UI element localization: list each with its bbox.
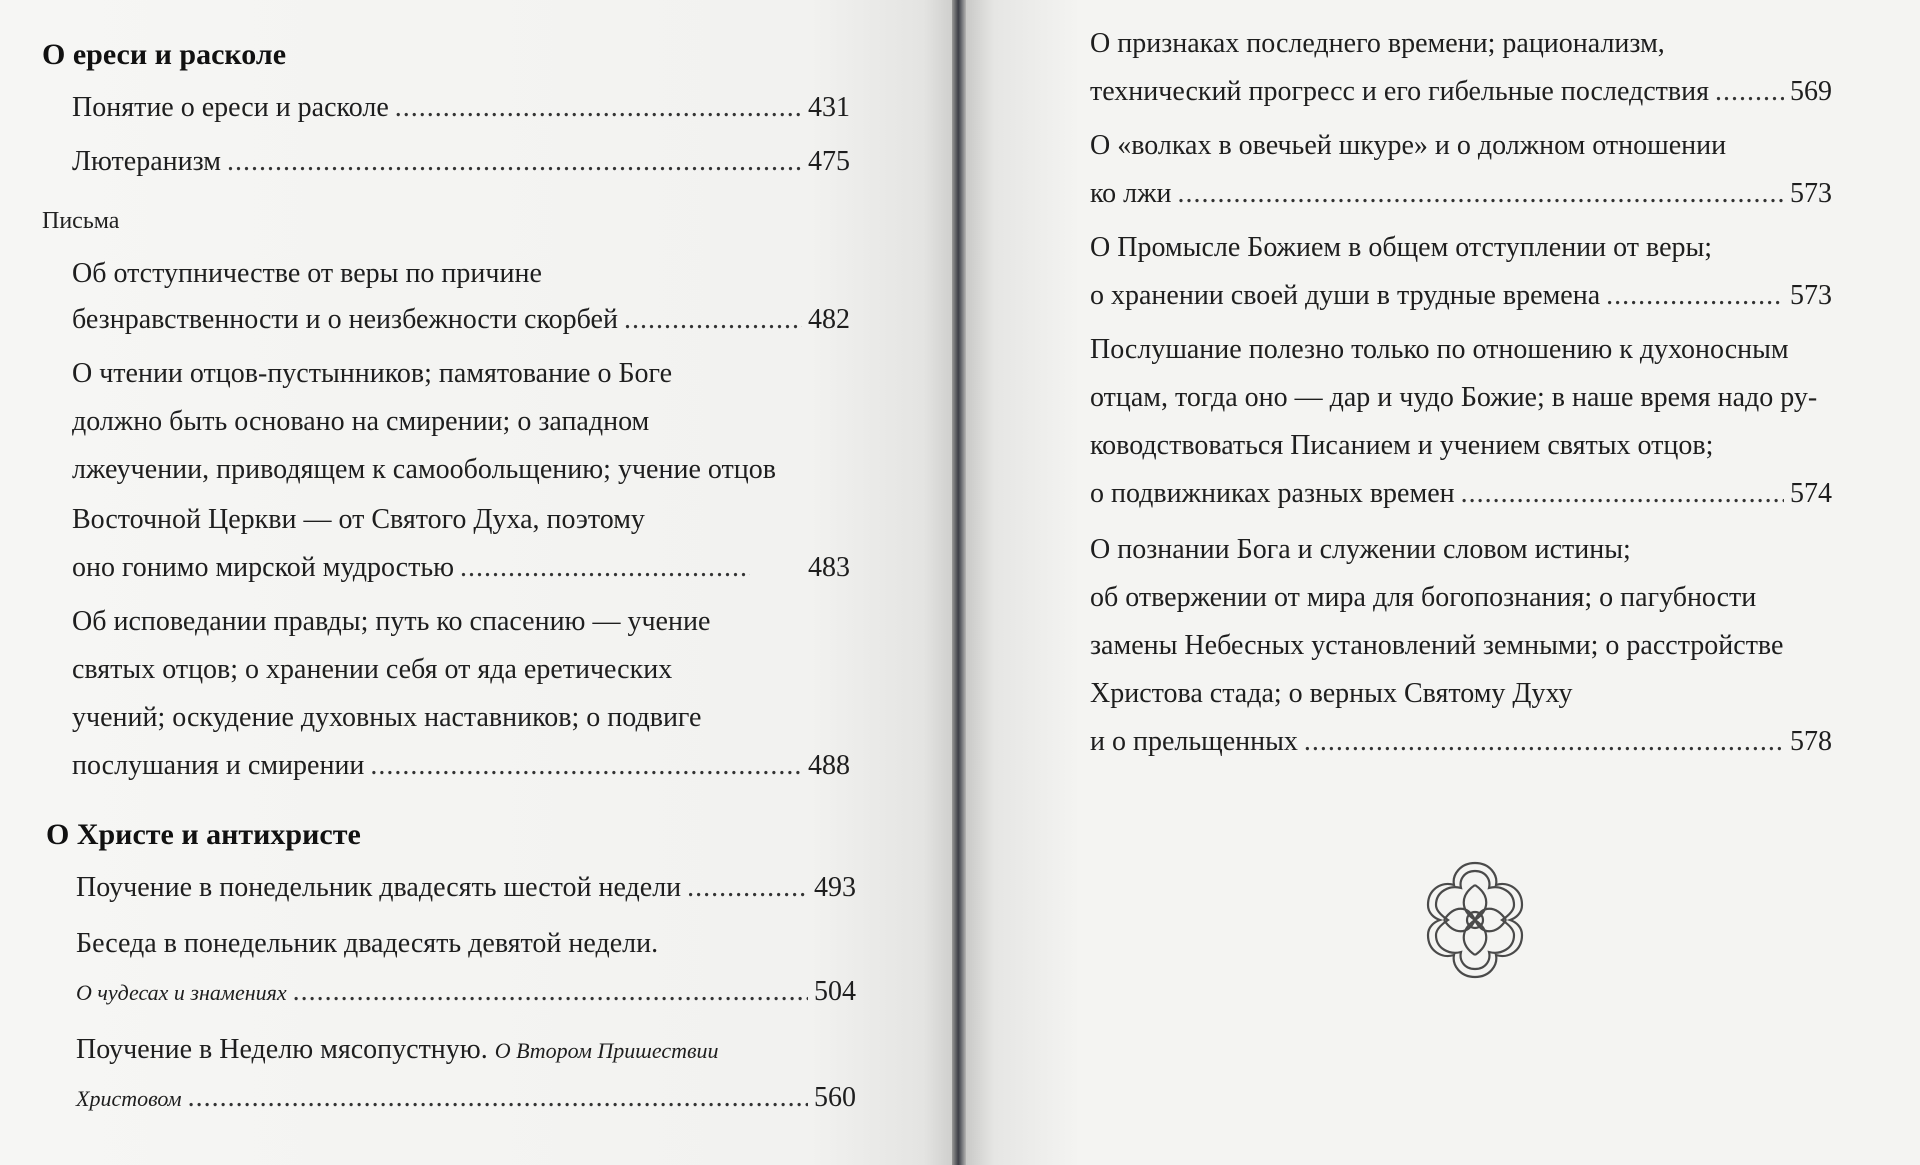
page-number: 475: [808, 146, 850, 177]
page-number: 574: [1790, 478, 1832, 509]
toc-entry: Лютеранизм ..... 475: [72, 146, 850, 178]
toc-entry: и о прельщенных ..... 578: [1090, 726, 1832, 758]
toc-entry-line: должно быть основано на смирении; о западном: [72, 406, 650, 437]
page-number: 573: [1790, 178, 1832, 209]
toc-entry: Поучение в понедельник двадесять шестой недели ..... 493: [76, 872, 856, 904]
toc-entry-line: святых отцов; о хранении себя от яда еретических: [72, 654, 673, 685]
toc-entry-line: Восточной Церкви — от Святого Духа, поэтому: [72, 504, 645, 535]
page-number: 431: [808, 92, 850, 123]
page-number: 483: [808, 552, 850, 583]
page-number: 482: [808, 304, 850, 335]
toc-entry-line: лжеучении, приводящем к самообольщению; учение отцов: [72, 454, 776, 485]
left-page: [0, 0, 952, 1165]
toc-entry: послушания и смирении ..... 488: [72, 750, 850, 782]
toc-entry-line: Послушание полезно только по отношению к духоносным: [1090, 334, 1789, 365]
toc-entry: Понятие о ереси и расколе ..... 431: [72, 92, 850, 124]
toc-entry: о хранении своей души в трудные времена ..... 573: [1090, 280, 1832, 312]
page-number: 569: [1790, 76, 1832, 107]
toc-entry: технический прогресс и его гибельные последствия ..... 569: [1090, 76, 1832, 108]
page-number: 493: [814, 872, 856, 903]
page-number: 504: [814, 976, 856, 1007]
toc-entry: О чудесах и знамениях ..... 504: [76, 976, 856, 1008]
celtic-knot-ornament-icon: [1410, 855, 1540, 985]
toc-entry-line: отцам, тогда оно — дар и чудо Божие; в наше время надо ру-: [1090, 382, 1818, 413]
toc-entry-line: Беседа в понедельник двадесять девятой недели.: [76, 928, 659, 959]
page-number: 488: [808, 750, 850, 781]
toc-entry-line: учений; оскудение духовных наставников; о подвиге: [72, 702, 702, 733]
toc-entry-line: О «волках в овечьей шкуре» и о должном отношении: [1090, 130, 1727, 161]
toc-entry-line: Поучение в Неделю мясопустную. О Втором Пришествии: [76, 1034, 719, 1065]
section-title-heresy: О ереси и расколе: [42, 38, 287, 71]
toc-entry-line: Об отступничестве от веры по причине: [72, 258, 542, 289]
toc-entry-line: О чтении отцов-пустынников; памятование о Боге: [72, 358, 673, 389]
page-number: 573: [1790, 280, 1832, 311]
toc-entry-line: об отвержении от мира для богопознания; о пагубности: [1090, 582, 1757, 613]
toc-entry: о подвижниках разных времен ..... 574: [1090, 478, 1832, 510]
toc-entry-line: О познании Бога и служении словом истины;: [1090, 534, 1631, 565]
toc-entry-line: замены Небесных установлений земными; о расстройстве: [1090, 630, 1784, 661]
section-title-letters: Письма: [42, 208, 120, 234]
toc-entry-line: О признаках последнего времени; рационализм,: [1090, 28, 1665, 59]
book-gutter: [952, 0, 966, 1165]
toc-entry: оно гонимо мирской мудростью ..... 483: [72, 552, 850, 584]
toc-entry: безнравственности и о неизбежности скорбей ..... 482: [72, 304, 850, 336]
toc-entry: ко лжи ..... 573: [1090, 178, 1832, 210]
toc-entry: Христовом ..... 560: [76, 1082, 856, 1114]
toc-entry-line: О Промысле Божием в общем отступлении от веры;: [1090, 232, 1713, 263]
section-title-christ: О Христе и антихристе: [46, 818, 361, 851]
toc-entry-line: ководствоваться Писанием и учением святых отцов;: [1090, 430, 1714, 461]
page-number: 578: [1790, 726, 1832, 757]
right-page: [966, 0, 1920, 1165]
page-number: 560: [814, 1082, 856, 1113]
toc-entry-line: Христова стада; о верных Святому Духу: [1090, 678, 1573, 709]
toc-entry-line: Об исповедании правды; путь ко спасению — учение: [72, 606, 711, 637]
